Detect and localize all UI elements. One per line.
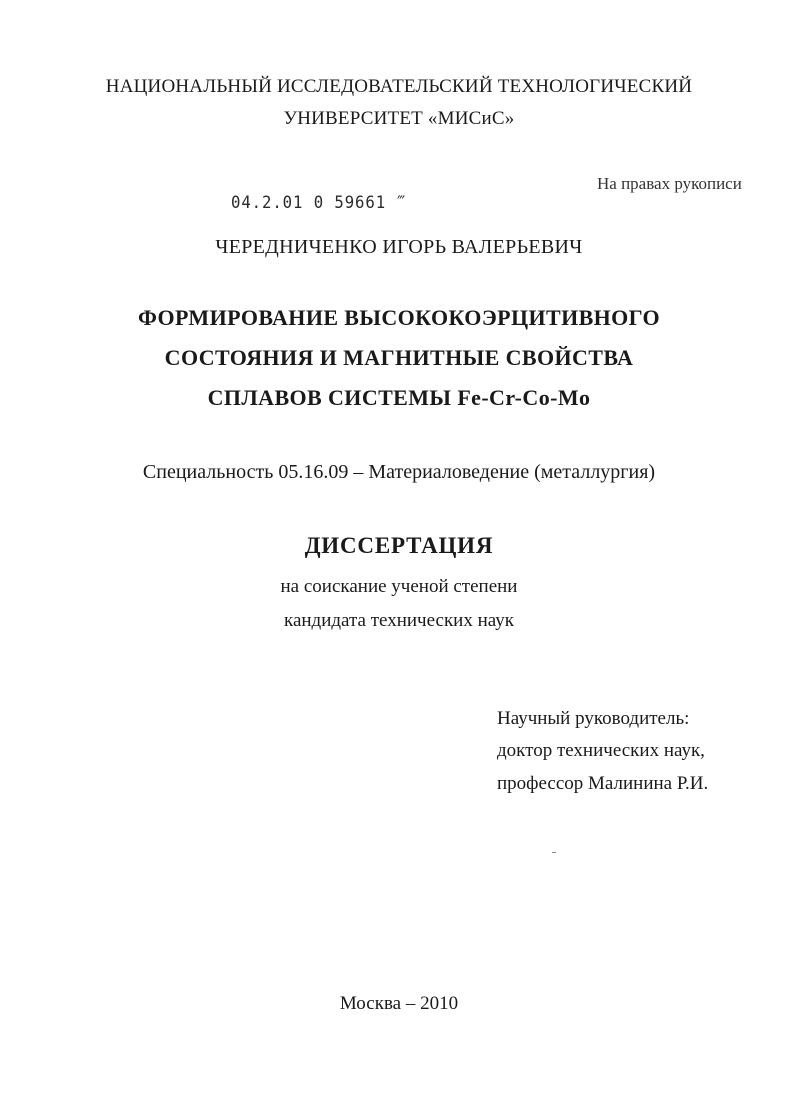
dissertation-title-line1: ФОРМИРОВАНИЕ ВЫСОКОКОЭРЦИТИВНОГО [137,305,661,330]
author-name: ЧЕРЕДНИЧЕНКО ИГОРЬ ВАЛЕРЬЕВИЧ [215,236,583,258]
manuscript-rights-note: На правах рукописи [597,174,742,193]
document-type-heading: ДИССЕРТАЦИЯ [304,533,494,558]
scan-speck [552,852,556,853]
degree-line1: на соискание ученой степени [280,576,518,597]
specialty: Специальность 05.16.09 – Материаловедение (металлургия) [142,461,656,483]
university-name-line1: НАЦИОНАЛЬНЫЙ ИССЛЕДОВАТЕЛЬСКИЙ ТЕХНОЛОГИЧЕСКИЙ [105,76,693,97]
supervisor-label: Научный руководитель: [497,708,690,729]
university-name-line2: УНИВЕРСИТЕТ «МИСиС» [283,108,515,129]
supervisor-name: профессор Малинина Р.И. [497,773,709,794]
supervisor-degree: доктор технических наук, [497,740,705,761]
place-and-year: Москва – 2010 [339,993,459,1014]
dissertation-title-line3: СПЛАВОВ СИСТЕМЫ Fe-Cr-Co-Mo [207,385,591,410]
degree-line2: кандидата технических наук [284,610,514,631]
dissertation-title-line2: СОСТОЯНИЯ И МАГНИТНЫЕ СВОЙСТВА [164,345,634,370]
registry-stamp: 04.2.01 0 59661 ‴ [231,193,407,213]
